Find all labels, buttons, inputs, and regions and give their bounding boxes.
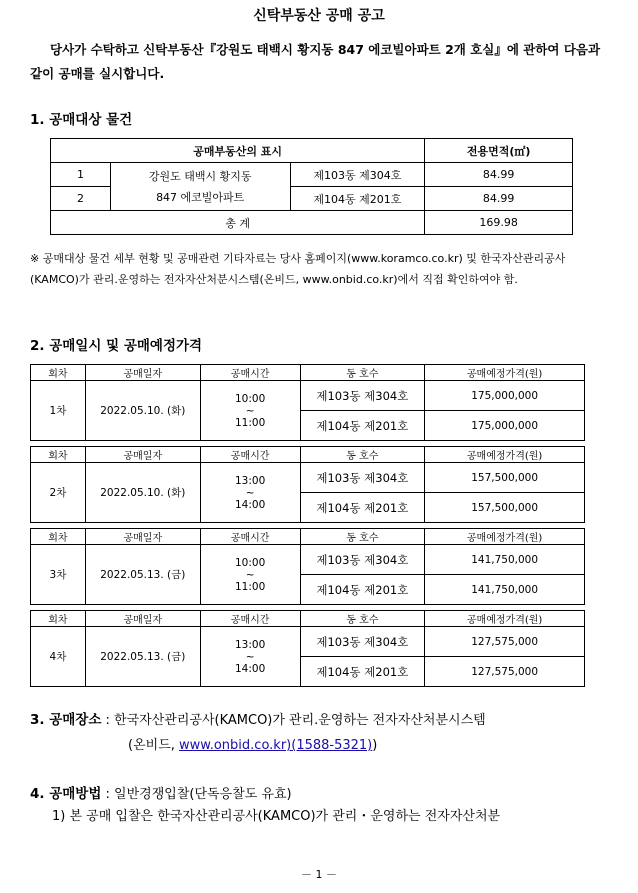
col-price: 공매예정가격(원) bbox=[425, 447, 585, 463]
col-price: 공매예정가격(원) bbox=[425, 529, 585, 545]
col-time: 공매시간 bbox=[200, 365, 300, 381]
schedule-table-round4 bbox=[30, 610, 585, 687]
time-end: 11:00 bbox=[234, 416, 266, 429]
page-number: － 1 － bbox=[301, 868, 337, 881]
time-end: 11:00 bbox=[234, 580, 266, 593]
row-no: 2 bbox=[51, 187, 111, 211]
section3-open: (온비드, bbox=[128, 738, 180, 753]
row-unit: 제103동 제304호 bbox=[290, 163, 425, 187]
col-unit: 동 호수 bbox=[300, 611, 425, 627]
section4-line1 bbox=[30, 784, 292, 805]
section4-text: 일반경쟁입찰(단독응찰도 유효) bbox=[114, 787, 292, 802]
table-row bbox=[51, 163, 573, 187]
price-cell: 127,575,000 bbox=[425, 657, 585, 687]
note-paragraph: ※ 공매대상 물건 세부 현황 및 공매관련 기타자료는 당사 홈페이지(www.koramco.co.kr) 및 한국자산관리공사(KAMCO)가 관리.운영하는 전자자산처분시스템(온비드, www.onbid.co.kr)에서 직접 확인하여야 함. bbox=[30, 252, 566, 286]
time-tilde: ~ bbox=[245, 650, 255, 663]
time-tilde: ~ bbox=[245, 568, 255, 581]
section3-line1 bbox=[30, 710, 486, 731]
total-row bbox=[51, 211, 573, 235]
round-date: 2022.05.10. (화) bbox=[85, 381, 200, 441]
property-table-header bbox=[51, 139, 573, 163]
round-label: 3차 bbox=[31, 545, 86, 605]
total-area: 169.98 bbox=[425, 211, 573, 235]
row-unit: 제104동 제201호 bbox=[290, 187, 425, 211]
unit-cell: 제104동 제201호 bbox=[300, 411, 425, 441]
price-cell: 157,500,000 bbox=[425, 463, 585, 493]
schedule-header bbox=[31, 365, 585, 381]
round-time bbox=[200, 545, 300, 605]
table-row bbox=[31, 627, 585, 657]
section3-heading: 3. 공매장소 bbox=[30, 712, 102, 728]
total-label: 총 계 bbox=[51, 211, 425, 235]
round-time bbox=[200, 463, 300, 523]
price-cell: 127,575,000 bbox=[425, 627, 585, 657]
col-date: 공매일자 bbox=[85, 529, 200, 545]
round-label: 4차 bbox=[31, 627, 86, 687]
section4-heading: 4. 공매방법 bbox=[30, 786, 102, 802]
schedule-header bbox=[31, 447, 585, 463]
section1-heading: 1. 공매대상 물건 bbox=[30, 112, 133, 128]
section2-heading: 2. 공매일시 및 공매예정가격 bbox=[30, 338, 203, 354]
onbid-link[interactable]: www.onbid.co.kr)(1588-5321) bbox=[179, 738, 373, 753]
col-round: 회차 bbox=[31, 529, 86, 545]
schedule-table-round3 bbox=[30, 528, 585, 605]
col-unit: 동 호수 bbox=[300, 365, 425, 381]
col-price: 공매예정가격(원) bbox=[425, 611, 585, 627]
time-start: 13:00 bbox=[234, 474, 266, 487]
header-display: 공매부동산의 표시 bbox=[51, 139, 425, 163]
location-line2: 847 에코빌아파트 bbox=[156, 190, 245, 204]
table-row bbox=[31, 463, 585, 493]
table-row bbox=[31, 381, 585, 411]
row-no: 1 bbox=[51, 163, 111, 187]
col-time: 공매시간 bbox=[200, 529, 300, 545]
table-row bbox=[31, 545, 585, 575]
price-cell: 141,750,000 bbox=[425, 575, 585, 605]
time-end: 14:00 bbox=[234, 662, 266, 675]
section4-sep: : bbox=[101, 787, 115, 802]
row-area: 84.99 bbox=[425, 163, 573, 187]
col-unit: 동 호수 bbox=[300, 447, 425, 463]
price-cell: 175,000,000 bbox=[425, 411, 585, 441]
col-round: 회차 bbox=[31, 447, 86, 463]
col-time: 공매시간 bbox=[200, 447, 300, 463]
time-end: 14:00 bbox=[234, 498, 266, 511]
round-time bbox=[200, 381, 300, 441]
time-tilde: ~ bbox=[245, 486, 255, 499]
unit-cell: 제103동 제304호 bbox=[300, 545, 425, 575]
time-start: 10:00 bbox=[234, 556, 266, 569]
unit-cell: 제104동 제201호 bbox=[300, 657, 425, 687]
time-tilde: ~ bbox=[245, 404, 255, 417]
property-table bbox=[50, 138, 573, 235]
col-date: 공매일자 bbox=[85, 447, 200, 463]
price-cell: 141,750,000 bbox=[425, 545, 585, 575]
unit-cell: 제104동 제201호 bbox=[300, 493, 425, 523]
unit-cell: 제104동 제201호 bbox=[300, 575, 425, 605]
document-title: 신탁부동산 공매 공고 bbox=[253, 8, 385, 24]
time-start: 13:00 bbox=[234, 638, 266, 651]
intro-text: 당사가 수탁하고 신탁부동산『강원도 태백시 황지동 847 에코빌아파트 2개 호실』에 관하여 다음과 같이 공매를 실시합니다. bbox=[30, 42, 601, 81]
round-date: 2022.05.13. (금) bbox=[85, 545, 200, 605]
col-round: 회차 bbox=[31, 365, 86, 381]
col-date: 공매일자 bbox=[85, 611, 200, 627]
unit-cell: 제103동 제304호 bbox=[300, 627, 425, 657]
round-time bbox=[200, 627, 300, 687]
location-cell bbox=[110, 163, 290, 211]
schedule-header bbox=[31, 529, 585, 545]
section3-close: ) bbox=[372, 738, 378, 753]
section4-item1: 1) 본 공매 입찰은 한국자산관리공사(KAMCO)가 관리・운영하는 전자자산처분 bbox=[52, 809, 501, 824]
time-start: 10:00 bbox=[234, 392, 266, 405]
round-label: 1차 bbox=[31, 381, 86, 441]
price-cell: 157,500,000 bbox=[425, 493, 585, 523]
schedule-table-round2 bbox=[30, 446, 585, 523]
section3-text: 한국자산관리공사(KAMCO)가 관리.운영하는 전자자산처분시스템 bbox=[114, 713, 486, 728]
col-price: 공매예정가격(원) bbox=[425, 365, 585, 381]
price-cell: 175,000,000 bbox=[425, 381, 585, 411]
section3-line2 bbox=[128, 735, 377, 756]
col-date: 공매일자 bbox=[85, 365, 200, 381]
round-label: 2차 bbox=[31, 463, 86, 523]
round-date: 2022.05.10. (화) bbox=[85, 463, 200, 523]
section3-sep: : bbox=[101, 713, 115, 728]
col-round: 회차 bbox=[31, 611, 86, 627]
schedule-table-round1 bbox=[30, 364, 585, 441]
header-area: 전용면적(㎡) bbox=[425, 139, 573, 163]
location-line1: 강원도 태백시 황지동 bbox=[148, 169, 252, 183]
unit-cell: 제103동 제304호 bbox=[300, 381, 425, 411]
intro-paragraph bbox=[30, 38, 615, 86]
col-unit: 동 호수 bbox=[300, 529, 425, 545]
row-area: 84.99 bbox=[425, 187, 573, 211]
unit-cell: 제103동 제304호 bbox=[300, 463, 425, 493]
col-time: 공매시간 bbox=[200, 611, 300, 627]
schedule-header bbox=[31, 611, 585, 627]
round-date: 2022.05.13. (금) bbox=[85, 627, 200, 687]
